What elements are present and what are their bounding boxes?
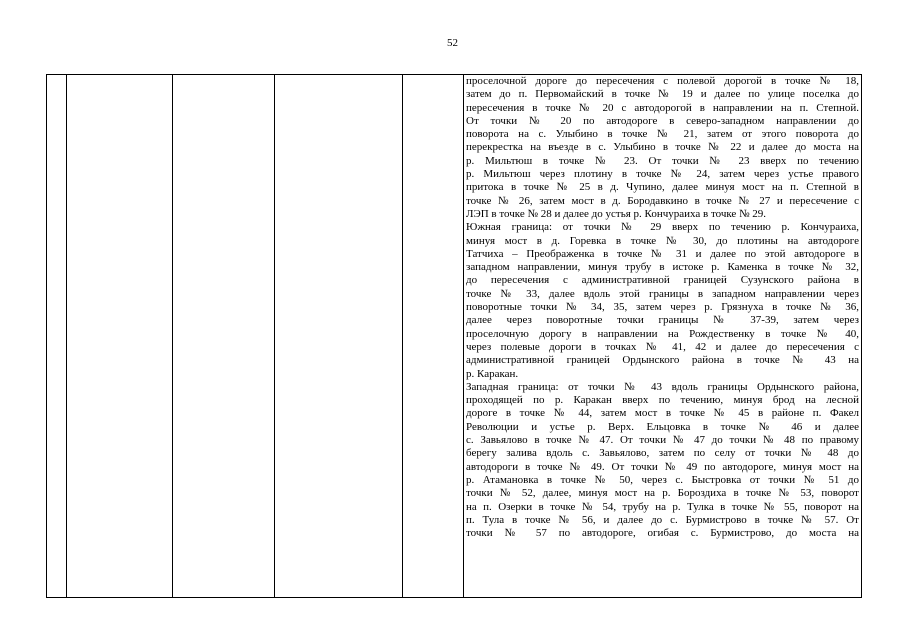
text-line: От точки № 20 по автодороге в северо-западном направлении до: [466, 114, 859, 127]
text-line: точке № 26, затем мост в д. Бородавкино в точке № 27 и пересечение с: [466, 194, 859, 207]
text-line: Южная граница: от точки № 29 вверх по течению р. Кончураиха,: [466, 221, 859, 234]
text-line: точки № 57 по автодороге, огибая с. Бурмистрово, до моста на: [466, 527, 859, 540]
empty-cell-col-5: [403, 75, 464, 598]
text-line: Западная граница: от точки № 43 вдоль границы Ордынского района,: [466, 380, 859, 393]
empty-cell-col-1: [47, 75, 67, 598]
text-line: затем до п. Первомайский в точке № 19 и далее по улице поселка до: [466, 88, 859, 101]
text-line: р. Атамановка в точке № 50, через с. Быстровка от точки № 51 до: [466, 473, 859, 486]
empty-cell-col-3: [173, 75, 275, 598]
text-line: далее через поворотные точки границы № 37-39, затем через: [466, 314, 859, 327]
text-line: проходящей по р. Каракан вверх по течению, минуя брод на лесной: [466, 394, 859, 407]
text-line: западном направлении, минуя трубу в истоке р. Каменка в точке № 32,: [466, 261, 859, 274]
text-line: точки № 52, далее, минуя мост на р. Бороздиха в точке № 53, поворот: [466, 487, 859, 500]
text-line: берегу залива вдоль с. Завьялово, затем по селу от точки № 48 до: [466, 447, 859, 460]
text-line: р. Каракан.: [466, 367, 519, 380]
text-line: поворота на с. Улыбино в точке № 21, затем от этого поворота до: [466, 128, 859, 141]
text-line: административной границей Ордынского района в точке № 43 на: [466, 354, 859, 367]
text-line: до пересечения с административной границей Сузунского района в: [466, 274, 859, 287]
text-line: Татчиха – Преображенка в точке № 31 и далее по этой автодороге в: [466, 247, 859, 260]
text-line: притока в точке № 25 в д. Чупино, далее минуя мост на п. Степной в: [466, 181, 859, 194]
text-line: р. Мильтюш в точке № 23. От точки № 23 вверх по течению: [466, 154, 859, 167]
text-line: проселочной дороге до пересечения с полевой дорогой в точке № 18,: [466, 75, 859, 87]
boundary-table: [46, 74, 862, 598]
boundary-description-cell: [464, 75, 862, 598]
table-row: [47, 75, 862, 598]
text-line: п. Тула в точке № 56, и далее до с. Бурмистрово в точке № 57. От: [466, 513, 859, 526]
page-number: 52: [447, 37, 458, 49]
text-line: поворотные точки № 34, 35, затем через р. Грязнуха в точке № 36,: [466, 301, 859, 314]
text-line: через полевые дороги в точках № 41, 42 и далее до пересечения с: [466, 340, 859, 353]
text-line: перекрестка на въезде в с. Улыбино в точке № 22 и далее до моста на: [466, 141, 859, 154]
text-line: автодороги в точке № 49. От точки № 49 по автодороге, минуя мост на: [466, 460, 859, 473]
boundary-description-text: [466, 75, 859, 540]
text-line: на п. Озерки в точке № 54, трубу на р. Тулка в точке № 55, поворот на: [466, 500, 859, 513]
text-line: дороге в точке № 44, затем мост в точке № 45 в районе п. Факел: [466, 407, 859, 420]
text-line: с. Завьялово в точке № 47. От точки № 47 до точки № 48 по правому: [466, 434, 859, 447]
text-line: Революции и устье р. Верх. Ельцовка в точке № 46 и далее: [466, 420, 859, 433]
text-line: пересечения в точке № 20 с автодорогой в направлении на п. Степной.: [466, 101, 859, 114]
text-line: проселочную дорогу в направлении на Рождественку в точке № 40,: [466, 327, 859, 340]
text-line: минуя мост в д. Горевка в точке № 30, до плотины на автодороге: [466, 234, 859, 247]
text-line: ЛЭП в точке № 28 и далее до устья р. Кончураиха в точке № 29.: [466, 207, 767, 220]
text-line: р. Мильтюш через плотину в точке № 24, затем через устье правого: [466, 168, 859, 181]
empty-cell-col-2: [67, 75, 173, 598]
text-line: точке № 33, далее вдоль этой границы в западном направлении через: [466, 287, 859, 300]
empty-cell-col-4: [275, 75, 403, 598]
